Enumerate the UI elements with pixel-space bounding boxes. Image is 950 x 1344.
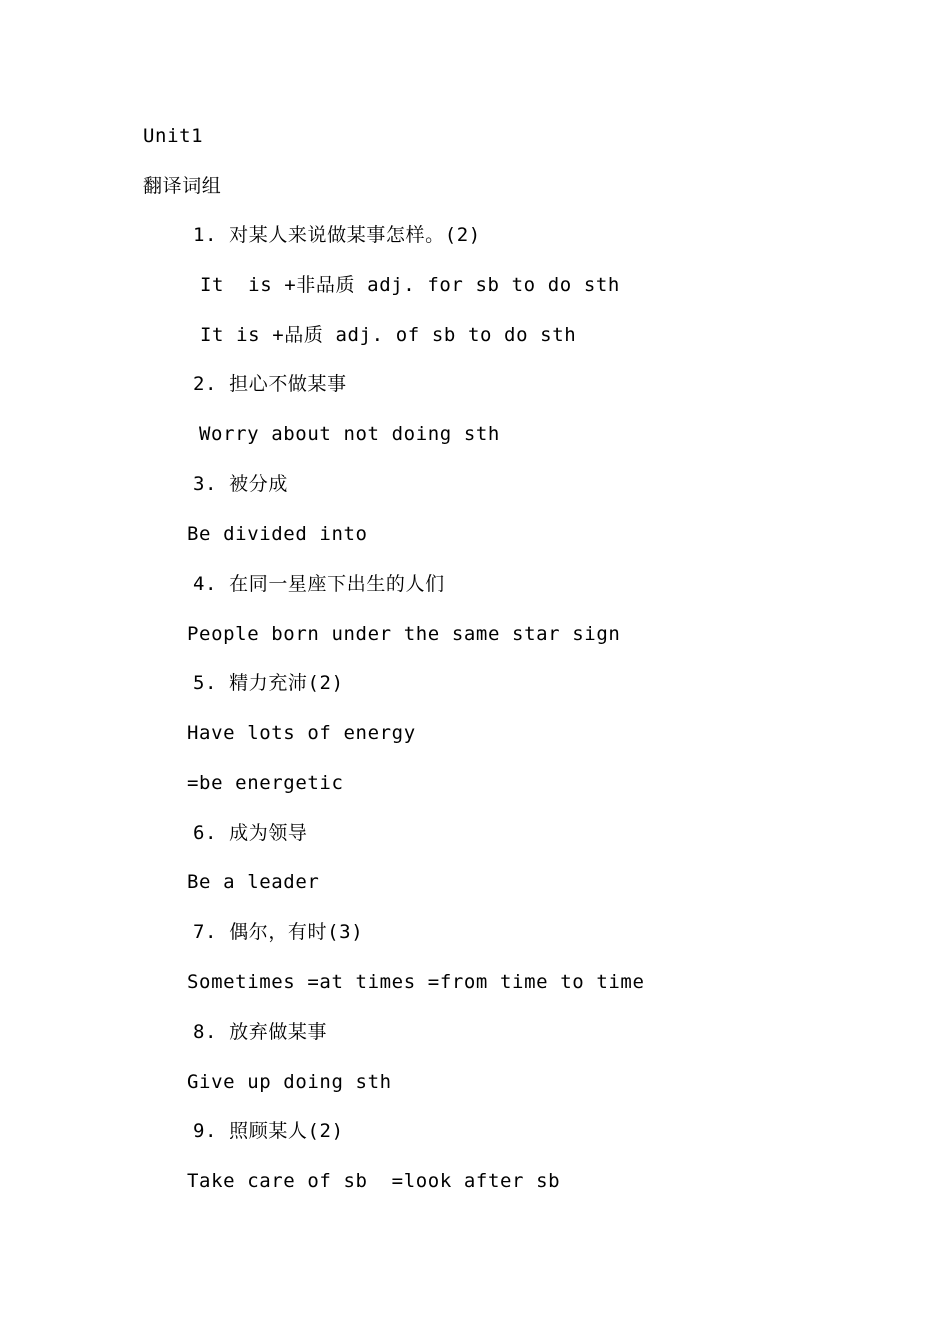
item-2-english: Worry about not doing sth	[199, 423, 500, 445]
item-8-chinese: 8. 放弃做某事	[193, 1021, 328, 1043]
item-4-chinese: 4. 在同一星座下出生的人们	[193, 573, 445, 595]
item-5-chinese: 5. 精力充沛(2)	[193, 672, 344, 694]
item-6-chinese: 6. 成为领导	[193, 822, 308, 844]
item-1-english-1: It is +非品质 adj. for sb to do sth	[200, 274, 620, 296]
section-heading: 翻译词组	[143, 175, 222, 197]
item-2-chinese: 2. 担心不做某事	[193, 373, 347, 395]
item-7-chinese: 7. 偶尔，有时(3)	[193, 921, 364, 943]
item-9-chinese: 9. 照顾某人(2)	[193, 1120, 344, 1142]
item-7-english: Sometimes =at times =from time to time	[187, 971, 645, 993]
item-4-english: People born under the same star sign	[187, 623, 621, 645]
item-1-english-2: It is +品质 adj. of sb to do sth	[200, 324, 577, 346]
item-9-english: Take care of sb =look after sb	[187, 1170, 561, 1192]
item-3-chinese: 3. 被分成	[193, 473, 288, 495]
item-5-english-2: =be energetic	[187, 772, 344, 794]
unit-title: Unit1	[143, 125, 204, 147]
item-3-english: Be divided into	[187, 523, 368, 545]
item-1-chinese: 1. 对某人来说做某事怎样。(2)	[193, 224, 481, 246]
item-8-english: Give up doing sth	[187, 1071, 392, 1093]
item-5-english-1: Have lots of energy	[187, 722, 416, 744]
item-6-english: Be a leader	[187, 871, 320, 893]
